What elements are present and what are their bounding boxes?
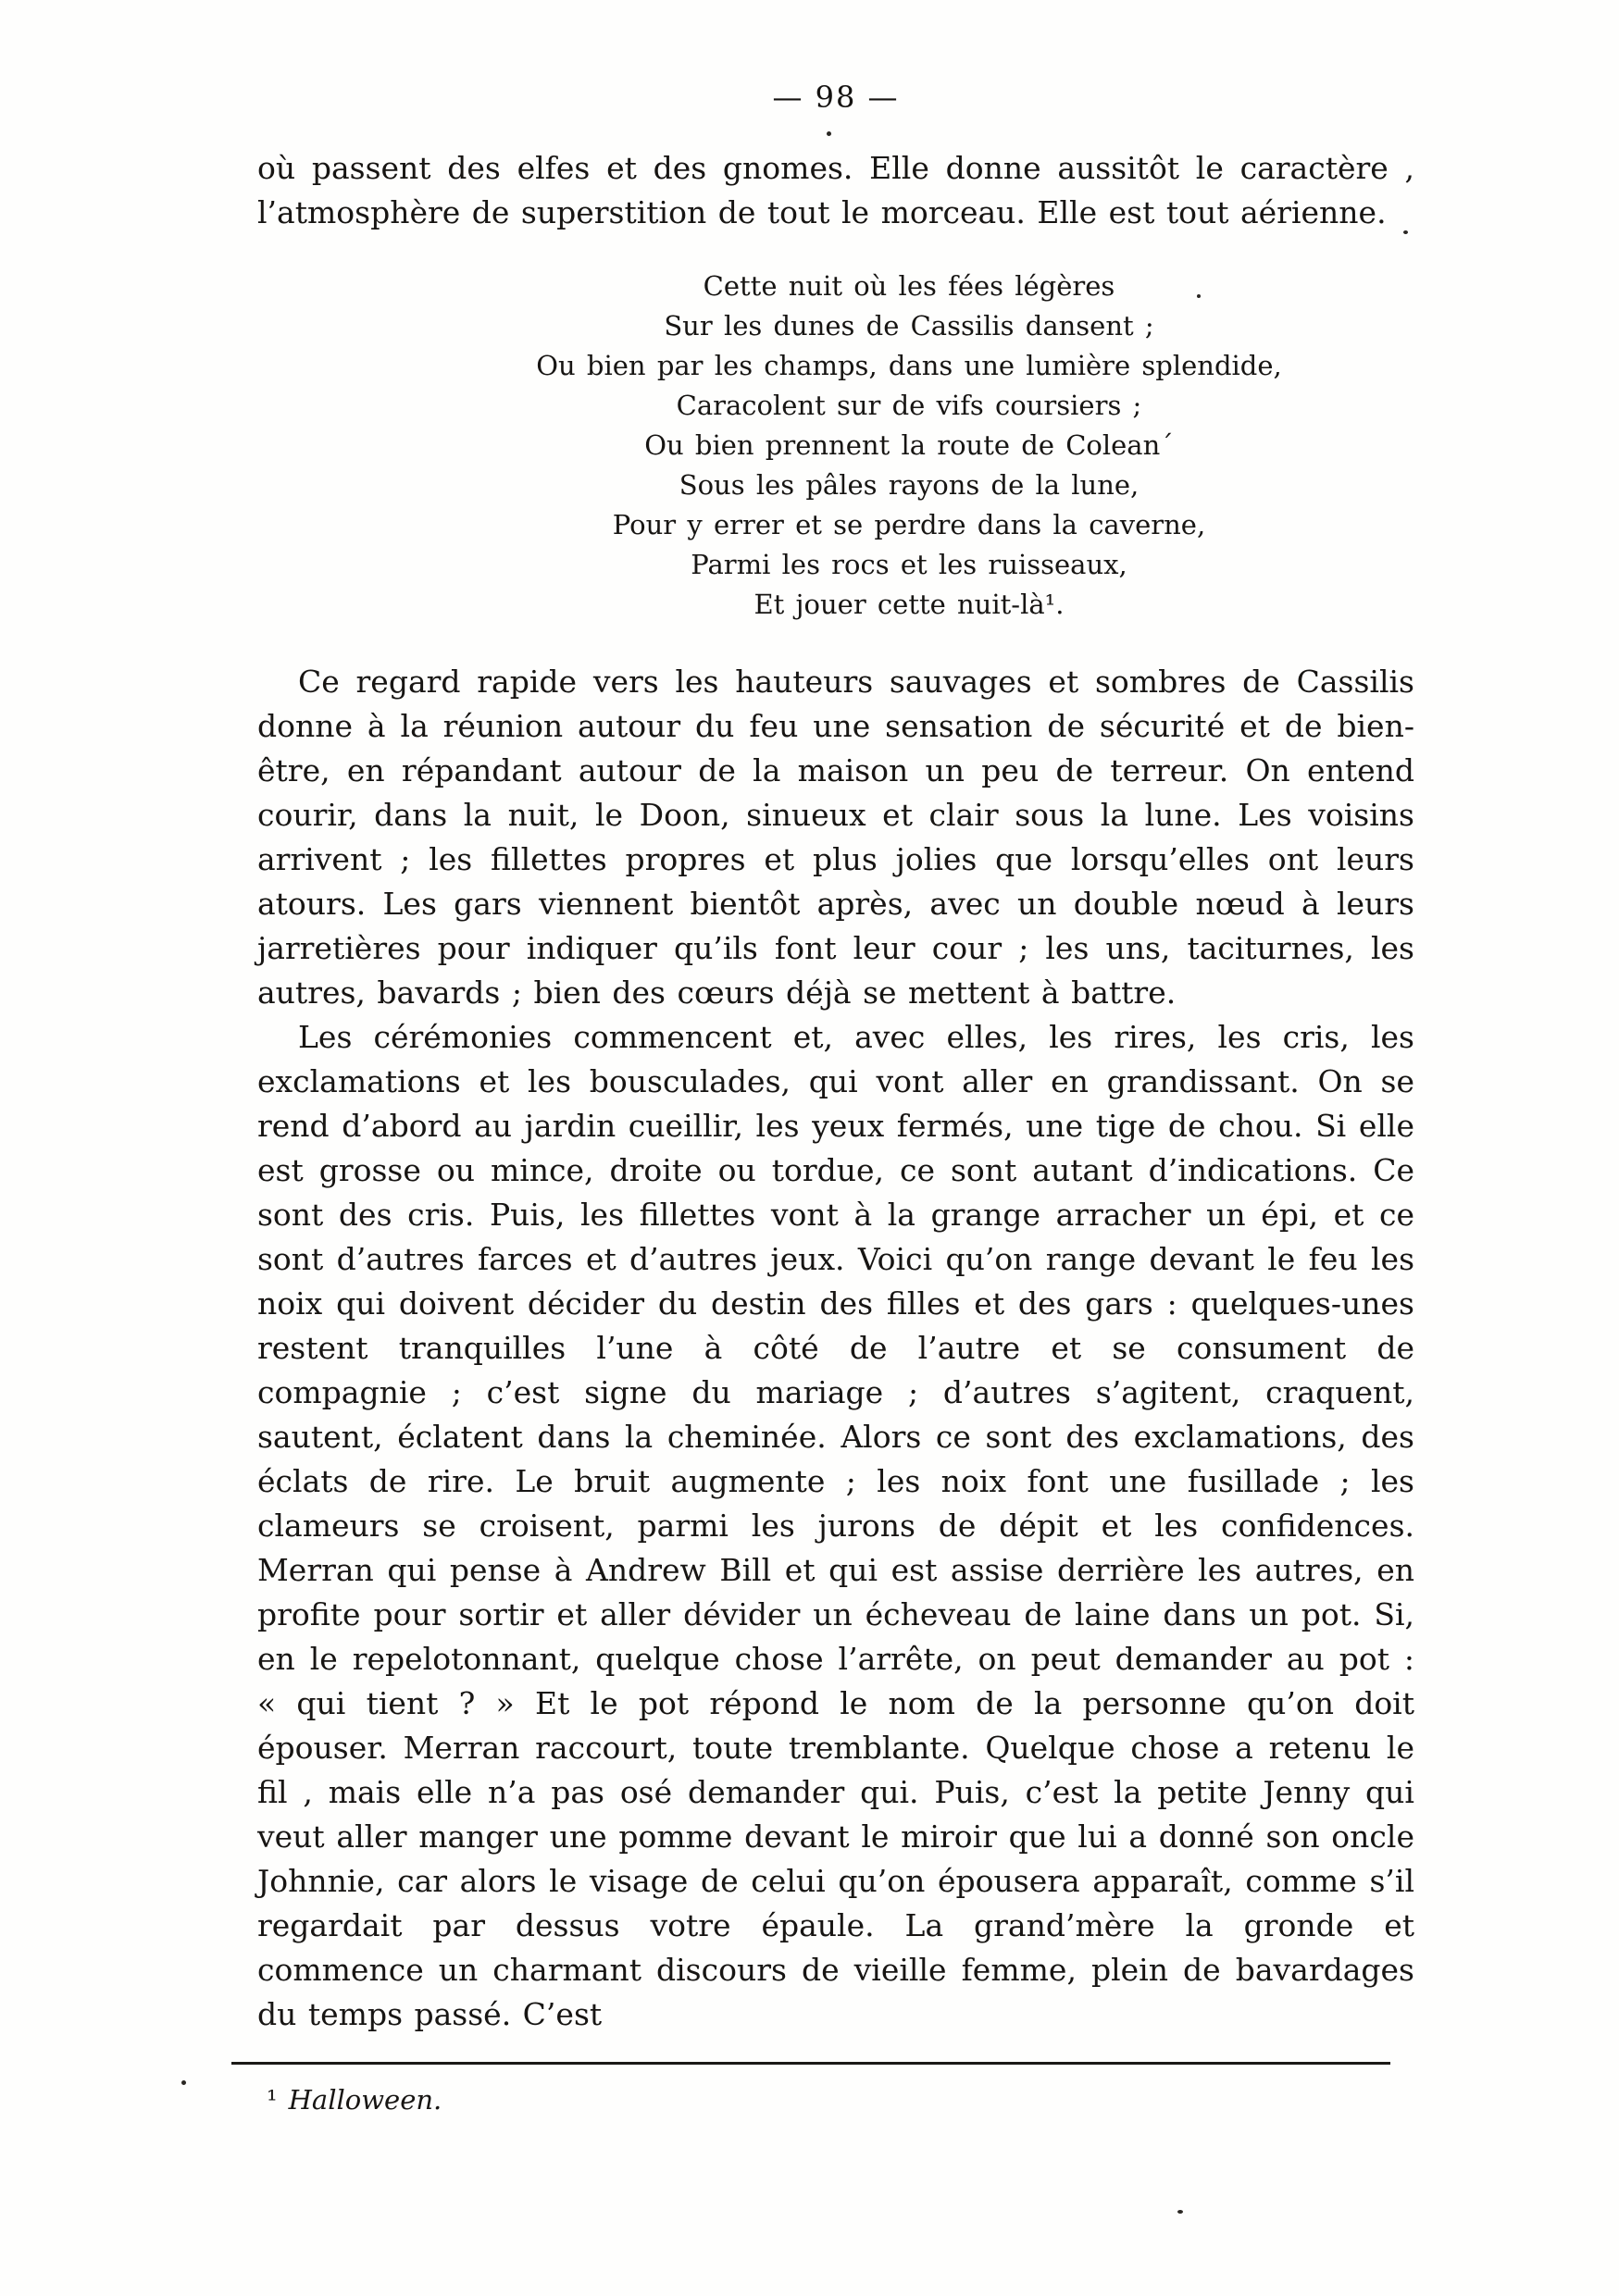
footnote-text: Halloween. [288, 2084, 442, 2116]
poem-line: Ou bien par les champs, dans une lumière splendide, [536, 350, 1282, 381]
poem-block [404, 267, 1414, 625]
poem-line: Pour y errer et se perdre dans la caverne, [612, 509, 1206, 540]
footnote-marker: ¹ [267, 2084, 278, 2116]
body-paragraph-2: Les cérémonies commencent et, avec elles, les rires, les cris, les exclamations et les bousculades, qui vont aller en grandissant. On se rend d’abord au jardin cueillir, les yeux fermés, une tige de chou. Si elle est grosse ou mince, droite ou tordue, ce sont autant d’indications. Ce sont des cris. Puis, les fillettes vont à la grange arracher un épi, et ce sont d’autres farces et d’autres jeux. Voici qu’on range devant le feu les noix qui doivent décider du destin des filles et des gars : quelques-unes restent tranquilles l’une à côté de l’autre et se consument de compagnie ; c’est signe du mariage ; d’autres s’agitent, craquent, sautent, éclatent dans la cheminée. Alors ce sont des exclamations, des éclats de rire. Le bruit augmente ; les noix font une fusillade ; les clameurs se croisent, parmi les jurons de dépit et les confidences. Merran qui pense à Andrew Bill et qui est assise derrière les autres, en profite pour sortir et aller dévider un écheveau de laine dans un pot. Si, en le repelotonnant, quelque chose l’arrête, on peut demander au pot : « qui tient ? » Et le pot répond le nom de la personne qu’on doit épouser. Merran raccourt, toute tremblante. Quelque chose a retenu le fil , mais elle n’a pas osé demander qui. Puis, c’est la petite Jenny qui veut aller manger une pomme devant le miroir que lui a donné son oncle Johnnie, car alors le visage de celui qu’on épousera apparaît, comme s’il regardait par dessus votre épaule. La grand’mère la gronde et commence un charmant discours de vieille femme, plein de bavardages du temps passé. C’est [257, 1019, 1414, 2032]
poem-line: Caracolent sur de vifs coursiers ; [676, 390, 1142, 421]
footnote [267, 2084, 442, 2116]
ink-speck [827, 131, 831, 136]
ink-speck [1197, 294, 1201, 298]
poem-line: Sous les pâles rayons de la lune, [679, 469, 1140, 501]
body-paragraph-1: Ce regard rapide vers les hauteurs sauvages et sombres de Cassilis donne à la réunion autour du feu une sensation de sécurité et de bien-être, en répandant autour de la maison un peu de terreur. On entend courir, dans la nuit, le Doon, sinueux et clair sous la lune. Les voisins arrivent ; les fillettes propres et plus jolies que lorsqu’elles ont leurs atours. Les gars viennent bientôt après, avec un double nœud à leurs jarretières pour indiquer qu’ils font leur cour ; les uns, taciturnes, les autres, bavards ; bien des cœurs déjà se mettent à battre. [257, 664, 1414, 1011]
poem-line: Et jouer cette nuit-là¹. [753, 589, 1065, 620]
poem-line: Ou bien prennent la route de Colean´ [644, 429, 1174, 461]
poem-line: Parmi les rocs et les ruisseaux, [691, 549, 1127, 580]
footnote-divider [231, 2062, 1390, 2065]
poem-line: Cette nuit où les fées légères [703, 270, 1115, 302]
ink-speck [1177, 2210, 1183, 2214]
page-content [257, 146, 1414, 2037]
poem-line: Sur les dunes de Cassilis dansent ; [664, 310, 1154, 341]
page-number: — 98 — [772, 80, 900, 115]
ink-speck [181, 2080, 186, 2085]
ink-speck [1403, 230, 1408, 234]
intro-paragraph: où passent des elfes et des gnomes. Elle donne aussitôt le caractère , l’atmosphère de superstition de tout le morceau. Elle est tout aérienne. [257, 150, 1414, 230]
